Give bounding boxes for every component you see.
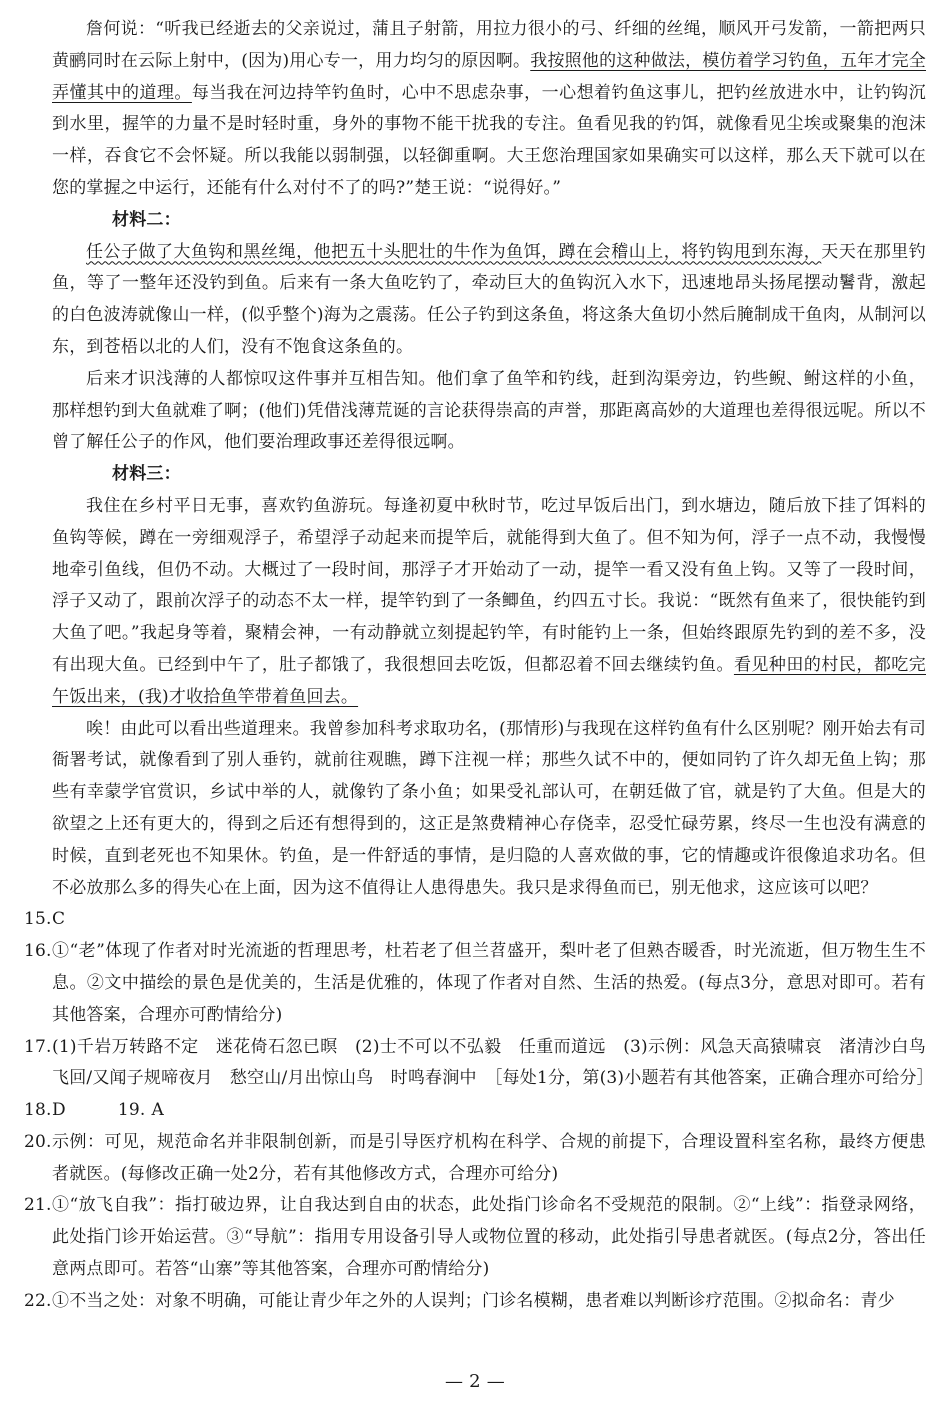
material2-paragraph-2: 后来才识浅薄的人都惊叹这件事并互相告知。他们拿了鱼竿和钓线，赶到沟渠旁边，钓些鲵、鲋这样的小鱼，那样想钓到大鱼就难了啊；(他们)凭借浅薄荒诞的言论获得崇高的声誉，那距离高妙的大道理也差得很远呢。所以不曾了解任公子的作风，他们要治理政事还差得很远啊。 <box>52 368 926 453</box>
material2-wavy-sentence: 任公子做了大鱼钩和黑丝绳，他把五十头肥壮的牛作为鱼饵，蹲在会稽山上，将钓钩甩到东海， <box>86 241 822 262</box>
answer-19-text: A <box>151 1100 164 1121</box>
material1-paragraph <box>24 14 926 205</box>
material3-underlined-sentence: 看见种田的村民，都吃完午饭出来，(我)才收拾鱼竿带着鱼回去。 <box>52 654 926 707</box>
answer-22-text: ①不当之处：对象不明确，可能让青少年之外的人误判；门诊名模糊，患者难以判断诊疗范围。②拟命名：青少 <box>52 1290 895 1311</box>
answer-19-number: 19. <box>117 1100 146 1121</box>
material1-text-2: 每当我在河边持竿钓鱼时，心中不思虑杂事，一心想着钓鱼这事儿，把钓丝放进水中，让钓钩沉到水里，握竿的力量不是时轻时重，身外的事物不能干扰我的专注。鱼看见我的钓饵，就像看见尘埃或聚集的泡沫一样，吞食它不会怀疑。所以我能以弱制强，以轻御重啊。大王您治理国家如果确实可以这样，那么天下就可以在您的掌握之中运行，还能有什么对付不了的吗?”楚王说：“说得好。” <box>52 82 926 198</box>
answer-17-text: (1)千岩万转路不定 迷花倚石忽已暝 (2)士不可以不弘毅 任重而道远 (3)示例：风急天高猿啸哀 渚清沙白鸟飞回/又闻子规啼夜月 愁空山/月出惊山鸟 时鸣春涧中 ［每处1分，第(3)小题若有其他答案，正确合理亦可给分］ <box>52 1036 934 1089</box>
material2-heading: 材料二： <box>112 209 181 230</box>
answer-16-number: 16. <box>24 941 52 962</box>
material2-text-1: 天天在那里钓鱼，等了一整年还没钓到鱼。后来有一条大鱼吃钓了，牵动巨大的鱼钩沉入水下，迅速地昂头扬尾摆动鬐背，激起的白色波涛就像山一样，(似乎整个)海为之震荡。任公子钓到这条鱼，将这条大鱼切小然后腌制成干鱼肉，从制河以东，到苍梧以北的人们，没有不饱食这条鱼的。 <box>52 241 926 357</box>
answer-22 <box>24 1286 926 1318</box>
answer-15 <box>24 904 926 936</box>
material3-paragraph-1 <box>24 491 926 714</box>
answer-16 <box>24 936 926 1031</box>
answer-20 <box>24 1127 926 1191</box>
page-number: — 2 — <box>445 1371 505 1393</box>
answer-21-text: ①“放飞自我”：指打破边界，让自我达到自由的状态，此处指门诊命名不受规范的限制。②“上线”：指登录网络，此处指门诊开始运营。③“导航”：指用专用设备引导人或物位置的移动，此处指引导患者就医。(每点2分，答出任意两点即可。若答“山寨”等其他答案，合理亦可酌情给分) <box>52 1195 926 1280</box>
material2-paragraph-1 <box>24 237 926 364</box>
answer-18-19 <box>24 1095 926 1127</box>
answer-17-number: 17. <box>24 1036 52 1057</box>
answer-18-text: D <box>52 1100 66 1121</box>
answer-21 <box>24 1190 926 1285</box>
material3-paragraph-2: 唉！由此可以看出些道理来。我曾参加科考求取功名，(那情形)与我现在这样钓鱼有什么区别呢？刚开始去有司衙署考试，就像看到了别人垂钓，就前往观瞧，蹲下注视一样；那些久试不中的，便如同钓了许久却无鱼上钩；那些有幸蒙学官赏识，乡试中举的人，就像钓了条小鱼；如果受礼部认可，在朝廷做了官，就是钓了大鱼。但是大的欲望之上还有更大的，得到之后还有想得到的，这正是煞费精神心存侥幸，忍受忙碌劳累，终尽一生也没有满意的时候，直到老死也不知果休。钓鱼，是一件舒适的事情，是归隐的人喜欢做的事，它的情趣或许很像追求功名。但不必放那么多的得失心在上面，因为这不值得让人患得患失。我只是求得鱼而已，别无他求，这应该可以吧？ <box>52 718 926 898</box>
answer-16-text: ①“老”体现了作者对时光流逝的哲理思考，杜若老了但兰苕盛开，梨叶老了但熟杏暖香，时光流逝，但万物生生不息。②文中描绘的景色是优美的，生活是优雅的，体现了作者对自然、生活的热爱。(每点3分，意思对即可。若有其他答案，合理亦可酌情给分) <box>52 941 926 1025</box>
answer-21-number: 21. <box>24 1195 52 1216</box>
answer-20-number: 20. <box>24 1131 52 1152</box>
answer-18-number: 18. <box>24 1100 52 1121</box>
material3-heading: 材料三： <box>112 464 181 485</box>
answer-15-number: 15. <box>24 909 52 930</box>
material3-text-1: 我住在乡村平日无事，喜欢钓鱼游玩。每逢初夏中秋时节，吃过早饭后出门，到水塘边，随后放下挂了饵料的鱼钩等候，蹲在一旁细观浮子，希望浮子动起来而提竿后，就能得到大鱼了。但不知为何，浮子一点不动，我慢慢地牵引鱼线，但仍不动。大概过了一段时间，那浮子才开始动了一动，提竿一看又没有鱼上钩。又等了一段时间，浮子又动了，跟前次浮子的动态不太一样，提竿钓到了一条鲫鱼，约四五寸长。我说：“既然有鱼来了，很快能钓到大鱼了吧。”我起身等着，聚精会神，一有动静就立刻提起钓竿，有时能钓上一条，但始终跟原先钓到的差不多，没有出现大鱼。已经到中午了，肚子都饿了，我很想回去吃饭，但都忍着不回去继续钓鱼。 <box>52 495 926 675</box>
answer-20-text: 示例：可见，规范命名并非限制创新，而是引导医疗机构在科学、合规的前提下，合理设置科室名称，最终方便患者就医。(每修改正确一处2分，若有其他修改方式，合理亦可给分) <box>52 1131 926 1184</box>
answer-22-number: 22. <box>24 1290 52 1311</box>
material1-underlined-sentence: 我按照他的这种做法，模仿着学习钓鱼，五年才完全弄懂其中的道理。 <box>52 50 926 103</box>
material1-text-1: 詹何说：“听我已经逝去的父亲说过，蒲且子射箭，用拉力很小的弓、纤细的丝绳，顺风开弓发箭，一箭把两只黄鹂同时在云际上射中，(因为)用心专一，用力均匀的原因啊。 <box>52 19 926 71</box>
answer-17 <box>24 1032 934 1096</box>
answer-15-text: C <box>52 909 66 930</box>
